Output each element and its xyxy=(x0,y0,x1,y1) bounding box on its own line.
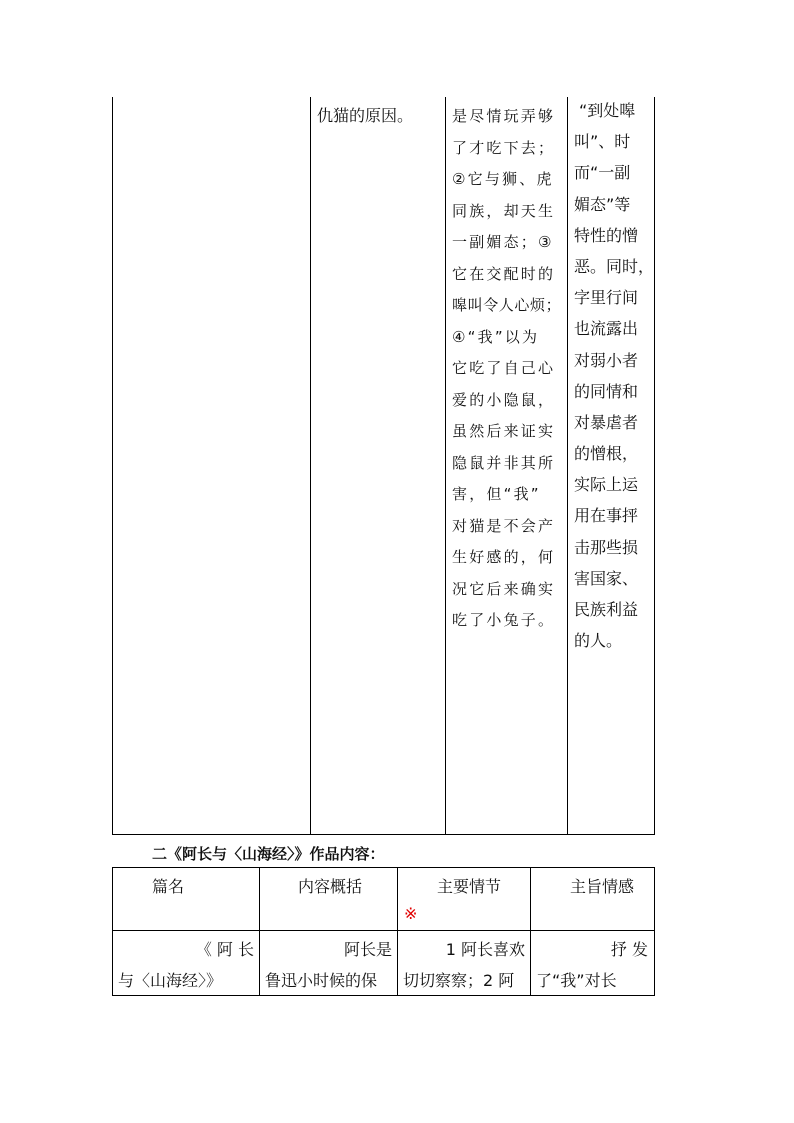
text-line: 对暴虐者 xyxy=(574,412,639,432)
text-line: 爱的小隐鼠， xyxy=(452,390,556,409)
text-line: 与〈山海经〉》 xyxy=(118,971,223,990)
text-line: 它在交配时的 xyxy=(452,264,556,283)
text-line: 隐鼠并非其所 xyxy=(452,453,556,472)
section-heading: 二《阿长与〈山海经〉》作品内容： xyxy=(152,845,385,863)
text-line: 同族，却天生 xyxy=(452,201,556,220)
text-line: 一副媚态；③ xyxy=(452,233,554,251)
table2-divider-3 xyxy=(530,867,531,996)
text-line: 害，但“我” xyxy=(452,485,541,503)
table2-border-right xyxy=(654,867,655,996)
text-line: 阿长是 xyxy=(343,940,392,959)
text-line: ④“我”以为 xyxy=(452,327,540,346)
text-line: 对弱小者 xyxy=(574,350,639,370)
text-line: 生好感的，何 xyxy=(452,548,556,566)
text-line: 的同情和 xyxy=(574,381,639,401)
table2-divider-1 xyxy=(259,867,260,996)
table2-border-top xyxy=(112,867,655,868)
text-line: 嗥叫令人心烦； xyxy=(452,296,562,314)
table2-row1-c1 xyxy=(118,934,254,996)
table1-col4-text xyxy=(574,95,654,656)
table2-header-title: 篇名 xyxy=(152,877,185,896)
text-line: 恶。同时， xyxy=(574,256,655,276)
text-line: 击那些损 xyxy=(574,537,639,557)
text-line: 特性的憎 xyxy=(574,225,639,245)
text-line: 而“一副 xyxy=(574,163,631,183)
text-line: 媚态”等 xyxy=(574,194,631,214)
table2-header-mark: ※ xyxy=(404,904,418,923)
table1-col3-text xyxy=(452,101,561,637)
text-line: 了才吃下去； xyxy=(452,138,556,157)
text-line: 鲁迅小时候的保 xyxy=(265,971,378,990)
text-line: “到处嗥 xyxy=(579,101,636,120)
text-line: 虽然后来证实 xyxy=(452,422,556,440)
table1-border-bottom xyxy=(112,834,655,835)
text-line: 叫”、时 xyxy=(574,132,631,152)
text-line: 的人。 xyxy=(574,631,623,651)
text-line: 况它后来确实 xyxy=(452,579,556,598)
text-line: 1 阿长喜欢 xyxy=(445,940,525,959)
text-line: 《 阿 长 xyxy=(195,940,254,959)
text-line: 吃了小兔子。 xyxy=(452,611,556,629)
text-line: 的憎根， xyxy=(574,444,639,464)
table1-divider-1 xyxy=(310,97,311,835)
text-line: 了“我”对长 xyxy=(536,971,617,990)
table1-divider-3 xyxy=(567,97,568,835)
table2-header-plot: 主要情节 xyxy=(437,877,502,896)
table2-row1-c4 xyxy=(536,934,648,996)
text-line: 也流露出 xyxy=(574,319,639,339)
table2-row1-c3 xyxy=(403,934,525,996)
text-line: ②它与狮、虎 xyxy=(452,170,554,188)
table1-border-left xyxy=(112,97,113,835)
table2-row1-c2 xyxy=(265,934,392,996)
text-line: 切切察察；2 阿 xyxy=(403,971,515,990)
text-line: 用在事抨 xyxy=(574,506,639,526)
table1-col2-text: 仇猫的原因。 xyxy=(317,106,414,125)
text-line: 实际上运 xyxy=(574,475,639,495)
table2-header-summary: 内容概括 xyxy=(298,877,363,896)
table2-header-theme: 主旨情感 xyxy=(570,877,635,896)
table2-row-divider xyxy=(112,930,655,931)
text-line: 字里行间 xyxy=(574,288,639,308)
text-line: 它吃了自己心 xyxy=(452,359,556,377)
text-line: 民族利益 xyxy=(574,600,639,619)
table2-border-left xyxy=(112,867,113,996)
text-line: 害国家、 xyxy=(574,568,639,588)
table1-divider-2 xyxy=(445,97,446,835)
text-line: 是尽情玩弄够 xyxy=(452,107,556,125)
text-line: 抒 发 xyxy=(610,940,648,959)
table2-divider-2 xyxy=(397,867,398,996)
text-line: 对猫是不会产 xyxy=(452,516,556,535)
table1-border-right xyxy=(654,97,655,835)
